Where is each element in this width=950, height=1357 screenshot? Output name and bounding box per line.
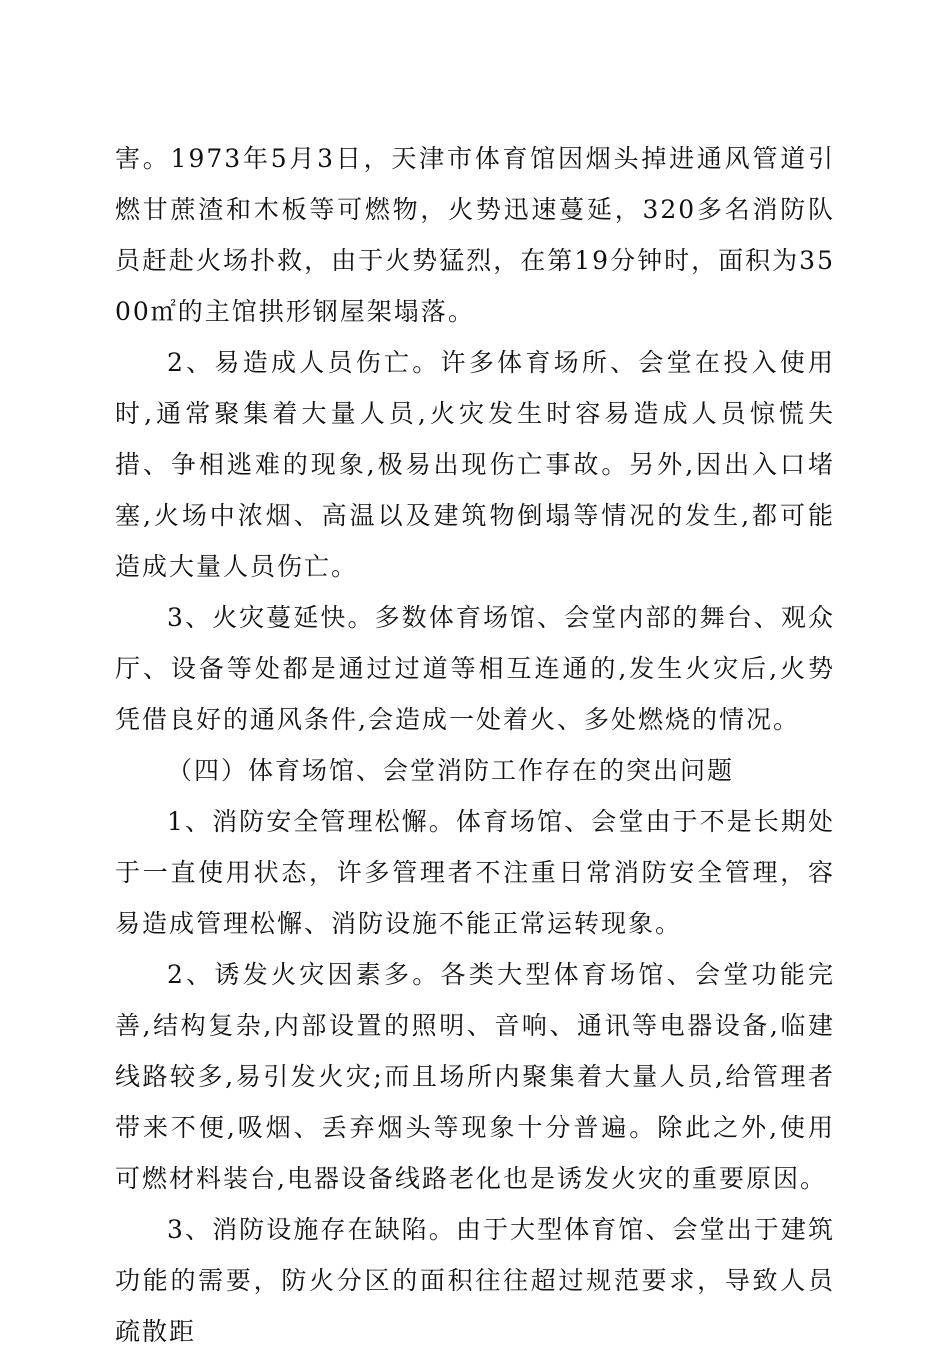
paragraph-fire-case-continuation: 害。1973年5月3日，天津市体育馆因烟头掉进通风管道引燃甘蔗渣和木板等可燃物，火势迅速蔓延，320多名消防队员赶赴火场扑救，由于火势猛烈，在第19分钟时，面积为3500㎡的主馆拱形钢屋架塌落。 [115,144,835,326]
paragraph-management: 1、消防安全管理松懈。体育场馆、会堂由于不是长期处于一直使用状态，许多管理者不注重日常消防安全管理，容易造成管理松懈、消防设施不能正常运转现象。 [115,807,835,938]
paragraph-casualties: 2、易造成人员伤亡。许多体育场所、会堂在投入使用时,通常聚集着大量人员,火灾发生时容易造成人员惊慌失措、争相逃难的现象,极易出现伤亡事故。另外,因出入口堵塞,火场中浓烟、高温以及建筑物倒塌等情况的发生,都可能造成大量人员伤亡。 [115,348,835,581]
paragraph-fire-spread: 3、火灾蔓延快。多数体育场馆、会堂内部的舞台、观众厅、设备等处都是通过过道等相互连通的,发生火灾后,火势凭借良好的通风条件,会造成一处着火、多处燃烧的情况。 [115,603,835,734]
document-body [115,133,835,1357]
paragraph-facility-defects: 3、消防设施存在缺陷。由于大型体育馆、会堂出于建筑功能的需要，防火分区的面积往往超过规范要求，导致人员疏散距 [115,1215,835,1346]
section-heading: （四）体育场馆、会堂消防工作存在的突出问题 [167,756,735,785]
paragraph-fire-causes: 2、诱发火灾因素多。各类大型体育场馆、会堂功能完善,结构复杂,内部设置的照明、音响、通讯等电器设备,临建线路较多,易引发火灾;而且场所内聚集着大量人员,给管理者带来不便,吸烟、丢弃烟头等现象十分普遍。除此之外,使用可燃材料装台,电器设备线路老化也是诱发火灾的重要原因。 [115,960,835,1193]
